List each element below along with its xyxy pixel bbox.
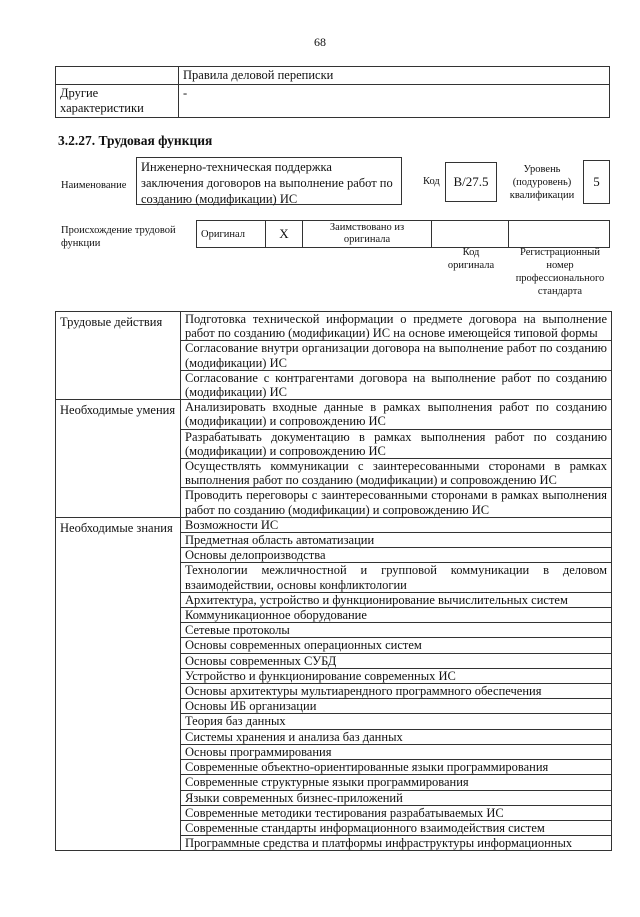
item-cell: Разрабатывать документацию в рамках выполнения работ по созданию (модификации) и сопровождению ИС	[181, 429, 612, 458]
table-row	[56, 312, 612, 341]
item-cell: Основы архитектуры мультиарендного программного обеспечения	[181, 684, 612, 699]
origin-table	[196, 220, 610, 248]
item-cell: Системы хранения и анализа баз данных	[181, 729, 612, 744]
row-value: -	[179, 85, 610, 118]
origin-label: Происхождение трудовой функции	[61, 225, 176, 249]
item-cell: Проводить переговоры с заинтересованными сторонами в рамках выполнения работ по созданию (модификации) и сопровождению ИС	[181, 488, 612, 517]
name-label: Наименование	[61, 180, 127, 191]
item-cell: Программные средства и платформы инфраструктуры информационных	[181, 836, 612, 851]
item-cell: Сетевые протоколы	[181, 623, 612, 638]
continuation-table	[55, 66, 610, 118]
item-cell: Основы делопроизводства	[181, 548, 612, 563]
item-cell: Основы современных СУБД	[181, 653, 612, 668]
item-cell: Теория баз данных	[181, 714, 612, 729]
function-name: Инженерно-техническая поддержка заключения договоров на выполнение работ по созданию (модификации) ИС	[136, 157, 402, 205]
item-cell: Современные объектно-ориентированные языки программирования	[181, 760, 612, 775]
original-label: Оригинал	[197, 221, 266, 248]
table-row	[197, 221, 610, 248]
item-cell: Осуществлять коммуникации с заинтересованными сторонами в рамках выполнения работ по созданию (модификации) и сопровождению ИС	[181, 459, 612, 488]
table-row	[56, 400, 612, 429]
original-code-caption: Код оригинала	[447, 247, 495, 271]
qualification-level-label: Уровень (подуровень) квалификации	[509, 164, 575, 201]
code-label: Код	[423, 176, 440, 187]
item-cell: Современные методики тестирования разрабатываемых ИС	[181, 805, 612, 820]
function-code: B/27.5	[445, 162, 497, 202]
item-cell: Согласование внутри организации договора на выполнение работ по созданию (модификации) ИС	[181, 341, 612, 370]
page-number: 68	[314, 35, 326, 49]
item-cell: Устройство и функционирование современных ИС	[181, 668, 612, 683]
item-cell: Языки современных бизнес-приложений	[181, 790, 612, 805]
table-row	[56, 85, 610, 118]
item-cell: Предметная область автоматизации	[181, 533, 612, 548]
item-cell: Основы программирования	[181, 744, 612, 759]
item-cell: Архитектура, устройство и функционирование вычислительных систем	[181, 592, 612, 607]
registration-number-cell	[509, 221, 610, 248]
original-mark: X	[266, 221, 303, 248]
item-cell: Согласование с контрагентами договора на выполнение работ по созданию (модификации) ИС	[181, 370, 612, 399]
original-code-cell	[432, 221, 509, 248]
item-cell: Основы ИБ организации	[181, 699, 612, 714]
qualification-level: 5	[583, 160, 610, 204]
row-label: Другие характеристики	[56, 85, 179, 118]
registration-number-caption: Регистрационный номер профессионального стандарта	[515, 247, 605, 297]
row-label	[56, 67, 179, 85]
item-cell: Современные стандарты информационного взаимодействия систем	[181, 820, 612, 835]
borrowed-label: Заимствовано из оригинала	[303, 221, 432, 248]
section-heading: 3.2.27. Трудовая функция	[58, 133, 213, 148]
row-value: Правила деловой переписки	[179, 67, 610, 85]
item-cell: Возможности ИС	[181, 517, 612, 532]
category-cell: Необходимые знания	[56, 517, 181, 850]
table-row	[56, 517, 612, 532]
item-cell: Технологии межличностной и групповой коммуникации в деловом взаимодействии, основы конфликтологии	[181, 563, 612, 592]
category-cell: Трудовые действия	[56, 312, 181, 400]
item-cell: Основы современных операционных систем	[181, 638, 612, 653]
category-cell: Необходимые умения	[56, 400, 181, 518]
item-cell: Подготовка технической информации о предмете договора на выполнение работ по созданию (модификации) ИС на основе имеющейся типовой формы	[181, 312, 612, 341]
item-cell: Коммуникационное оборудование	[181, 608, 612, 623]
function-details-table	[55, 311, 612, 851]
item-cell: Анализировать входные данные в рамках выполнения работ по созданию (модификации) и сопровождению ИС	[181, 400, 612, 429]
item-cell: Современные структурные языки программирования	[181, 775, 612, 790]
table-row	[56, 67, 610, 85]
